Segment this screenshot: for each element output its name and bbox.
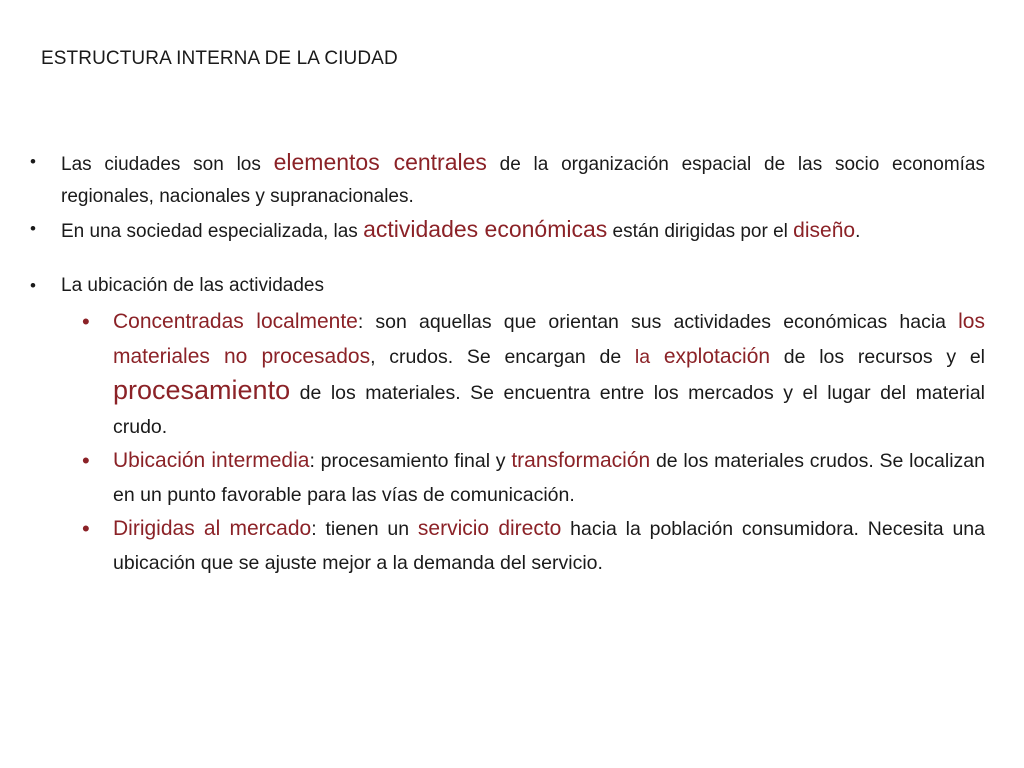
text bbox=[650, 346, 664, 368]
text: de los materiales. Se encuentra entre los mercados y el lugar del material crudo. bbox=[113, 382, 985, 438]
bullet-list bbox=[30, 146, 985, 580]
highlight-intermedia: Ubicación intermedia bbox=[113, 449, 310, 472]
text: . bbox=[855, 221, 861, 242]
highlight-materiales: los materiales no procesados bbox=[113, 310, 985, 368]
text: , crudos. Se encargan de bbox=[370, 345, 635, 368]
bullet-society bbox=[30, 213, 985, 248]
highlight-servicio-directo: servicio directo bbox=[417, 517, 562, 540]
highlight-actividades-economicas: actividades económicas bbox=[363, 216, 608, 242]
highlight-diseno: diseño bbox=[793, 219, 856, 242]
text: están dirigidas por el bbox=[607, 221, 794, 242]
highlight-transformacion: transformación bbox=[511, 449, 651, 472]
text: : procesamiento final y bbox=[309, 450, 512, 472]
highlight-mercado: Dirigidas al mercado bbox=[113, 517, 312, 540]
subbullet-concentradas bbox=[82, 305, 985, 444]
text: de los materiales crudos. Se localizan en un punto favorable para las vías de comunicación. bbox=[113, 450, 985, 506]
subbullet-mercado bbox=[82, 512, 985, 580]
highlight-la: la bbox=[634, 345, 651, 368]
text: : son aquellas que orientan sus actividades económicas hacia bbox=[357, 311, 959, 333]
text: de la organización espacial de las socio economías regionales, nacionales y supranacionales. bbox=[61, 154, 985, 207]
highlight-procesamiento: procesamiento bbox=[113, 375, 291, 405]
text: En una sociedad especializada, las bbox=[61, 221, 364, 242]
text: de los recursos y el bbox=[770, 345, 986, 368]
highlight-explotacion: explotación bbox=[663, 344, 771, 368]
bullet-location bbox=[30, 270, 985, 302]
highlight-elementos-centrales: elementos centrales bbox=[273, 149, 487, 175]
subbullet-intermedia bbox=[82, 444, 985, 512]
text: hacia la población consumidora. Necesita una ubicación que se ajuste mejor a la demanda del servicio. bbox=[113, 518, 985, 574]
highlight-concentradas: Concentradas localmente bbox=[113, 310, 358, 333]
bullet-cities bbox=[30, 146, 985, 213]
text: Las ciudades son los bbox=[61, 154, 274, 175]
slide-title: ESTRUCTURA INTERNA DE LA CIUDAD bbox=[41, 48, 398, 69]
text: : tienen un bbox=[311, 518, 418, 540]
text: La ubicación de las actividades bbox=[61, 275, 325, 296]
